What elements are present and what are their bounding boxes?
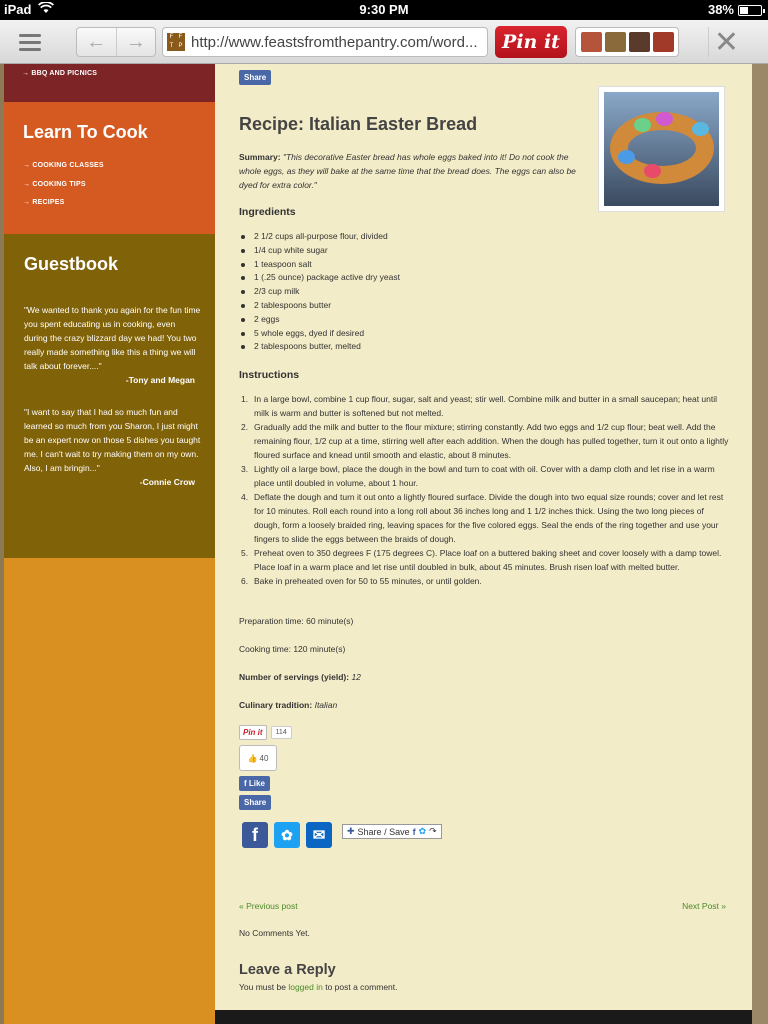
instruction-step (239, 490, 729, 546)
forward-arrow-icon[interactable]: → (116, 28, 156, 56)
sidebar-link-bbq[interactable]: → BBQ AND PICNICS (22, 70, 98, 77)
share-save-button[interactable] (342, 824, 442, 839)
instruction-step (239, 574, 729, 588)
share-button-bottom[interactable]: Share (239, 795, 271, 810)
instruction-step (239, 392, 729, 420)
sidebar-section-top (4, 64, 215, 102)
ingredient-item: 1/4 cup white sugar (239, 244, 400, 258)
servings-label: Number of servings (yield): (239, 672, 350, 682)
ingredient-item: 5 whole eggs, dyed if desired (239, 327, 400, 341)
prep-time: Preparation time: 60 minute(s) (239, 616, 354, 626)
pin-image-thumbnails[interactable] (575, 27, 679, 57)
browser-toolbar (0, 20, 768, 64)
battery-icon (738, 5, 762, 16)
recipe-photo[interactable] (598, 86, 725, 212)
twitter-icon[interactable]: ✿ (274, 822, 300, 848)
clock: 9:30 PM (359, 2, 409, 17)
step-number: 5. (241, 548, 249, 558)
easter-bread-image (604, 92, 719, 206)
ingredient-item: 2 tablespoons butter (239, 299, 400, 313)
carrier-label: iPad (4, 2, 32, 17)
menu-icon[interactable] (8, 27, 52, 57)
address-bar[interactable] (162, 27, 488, 57)
guestbook-author: -Tony and Megan (125, 375, 195, 385)
recipe-summary (239, 150, 579, 192)
thumbnail-food-icon (629, 32, 650, 52)
step-number: 6. (241, 576, 249, 586)
pinit-button[interactable]: Pin it (495, 26, 567, 58)
instruction-step (239, 462, 729, 490)
battery-percent: 38% (707, 2, 734, 17)
step-number: 3. (241, 464, 249, 474)
previous-post-link[interactable]: « Previous post (239, 901, 298, 911)
sidebar-guestbook (4, 234, 215, 558)
culinary-tradition (239, 700, 337, 710)
tradition-value: Italian (314, 700, 338, 710)
web-page (0, 64, 768, 1024)
email-icon[interactable]: ✉ (306, 822, 332, 848)
ingredient-item: 2 1/2 cups all-purpose flour, divided (239, 230, 400, 244)
facebook-like-count[interactable] (239, 745, 277, 771)
step-text: Preheat oven to 350 degrees F (175 degrees C). Place loaf on a buttered baking sheet and cover loosely with a damp towel. Place loaf in a warm place and let rise until doubled in bulk, about 45 minutes. Brush risen loaf with melted butter. (254, 548, 722, 572)
summary-label: Summary: (239, 152, 281, 162)
facebook-like-button[interactable] (239, 776, 270, 791)
back-arrow-icon[interactable]: ← (86, 30, 107, 53)
sidebar-learn-to-cook (4, 102, 215, 234)
sidebar-link-cooking-classes[interactable]: → COOKING CLASSES (23, 162, 104, 169)
step-text: Gradually add the milk and butter to the flour mixture; stirring constantly. Add two eggs and 1/2 cup flour; beat well. Add the remaining flour, 1/2 cup at a time, stirring well after each addition. When the dough has pulled together, turn it out onto a lightly floured surface and knead until smooth and elastic, about 8 minutes. (254, 422, 729, 460)
ingredients-heading: Ingredients (239, 206, 296, 218)
social-icons (242, 822, 332, 848)
ingredient-item: 2/3 cup milk (239, 285, 400, 299)
reply-note (239, 982, 398, 992)
leave-reply-heading: Leave a Reply (239, 962, 336, 978)
facebook-mini-icon: f (412, 826, 416, 837)
instruction-step (239, 546, 729, 574)
no-comments-text: No Comments Yet. (239, 928, 310, 938)
guestbook-title: Guestbook (24, 254, 119, 274)
step-text: Lightly oil a large bowl, place the dough in the bowl and turn to coat with oil. Cover with a damp cloth and let rise in a warm place until doubled in volume, about 1 hour. (254, 464, 715, 488)
step-text: Bake in preheated oven for 50 to 55 minutes, or until golden. (254, 576, 482, 586)
cook-time: Cooking time: 120 minute(s) (239, 644, 346, 654)
share-button-top[interactable]: Share (239, 70, 271, 85)
thumbs-up-icon: 👍 (247, 753, 258, 763)
pin-it-small-button[interactable]: Pin it (239, 725, 267, 740)
thumbnail-food-icon (605, 32, 626, 52)
step-text: In a large bowl, combine 1 cup flour, sugar, salt and yeast; stir well. Combine milk and butter in a small saucepan; heat until milk is warm and butter is softened but not melted. (254, 394, 718, 418)
share-save-label: Share / Save (357, 826, 410, 837)
servings (239, 672, 361, 682)
url-text: http://www.feastsfromthepantry.com/word... (191, 33, 478, 51)
ingredient-item: 1 (.25 ounce) package active dry yeast (239, 271, 400, 285)
pin-widget (239, 725, 292, 740)
tradition-label: Culinary tradition: (239, 700, 313, 710)
guestbook-quote: "We wanted to thank you again for the fun time you spent educating us in cooking, even during the crazy blizzard day we had! You two really made something like this a thing we will talk about forever...." (24, 305, 201, 371)
page-footer-strip (215, 1010, 752, 1024)
status-bar (0, 0, 768, 20)
like-count: 40 (259, 753, 269, 763)
summary-text: "This decorative Easter bread has whole eggs baked into it! Do not cook the whole eggs, as they will bake at the same time that the bread does. The eggs can also be dyed for extra color." (239, 152, 576, 190)
ingredient-item: 1 teaspoon salt (239, 258, 400, 272)
twitter-mini-icon: ✿ (418, 826, 427, 836)
post-content (215, 64, 752, 1014)
ingredient-item: 2 eggs (239, 313, 400, 327)
step-text: Deflate the dough and turn it out onto a lightly floured surface. Divide the dough into two equal size rounds; cover and let rest for 10 minutes. Roll each round into a long roll about 36 inches long and 1 1/2 inches thick. Using the two long pieces of dough, form a loosely braided ring, leaving spaces for the five colored eggs. Seal the ends of the ring together and use your fingers to slide the eggs between the braids of dough. (254, 492, 724, 544)
guestbook-author: -Connie Crow (139, 477, 195, 487)
close-icon[interactable]: ✕ (708, 27, 744, 57)
logged-in-link[interactable]: logged in (288, 982, 323, 992)
instructions-heading: Instructions (239, 369, 300, 381)
forward-mini-icon: ↷ (429, 826, 437, 836)
next-post-link[interactable]: Next Post » (682, 901, 726, 911)
facebook-icon[interactable]: f (242, 822, 268, 848)
page-margin (752, 64, 768, 1024)
thumbnail-food-icon (581, 32, 602, 52)
like-label: Like (248, 779, 265, 788)
guestbook-quote: "I want to say that I had so much fun and learned so much from you Sharon, I just might be an expert now on those 5 dishes you taught me. I can't wait to try making them on my own. Also, I am bringin..." (24, 407, 201, 473)
instructions-list (239, 392, 729, 588)
learn-title: Learn To Cook (23, 122, 148, 142)
site-favicon-icon: F F T P (167, 33, 185, 51)
step-number: 2. (241, 422, 249, 432)
step-number: 1. (241, 394, 249, 404)
facebook-icon: f (244, 779, 249, 788)
share-plus-icon: ✚ (347, 826, 355, 836)
ingredients-list (239, 230, 400, 354)
recipe-title: Recipe: Italian Easter Bread (239, 114, 478, 134)
instruction-step (239, 420, 729, 462)
thumbnail-food-icon (653, 32, 674, 52)
servings-value: 12 (351, 672, 361, 682)
reply-suffix: to post a comment. (325, 982, 398, 992)
step-number: 4. (241, 492, 249, 502)
reply-prefix: You must be (239, 982, 286, 992)
sidebar-link-cooking-tips[interactable]: → COOKING TIPS (23, 180, 86, 188)
history-nav (76, 27, 156, 57)
pin-count: 114 (271, 726, 292, 739)
sidebar (4, 64, 215, 1024)
ingredient-item: 2 tablespoons butter, melted (239, 340, 400, 354)
sidebar-link-recipes[interactable]: → RECIPES (23, 199, 65, 206)
